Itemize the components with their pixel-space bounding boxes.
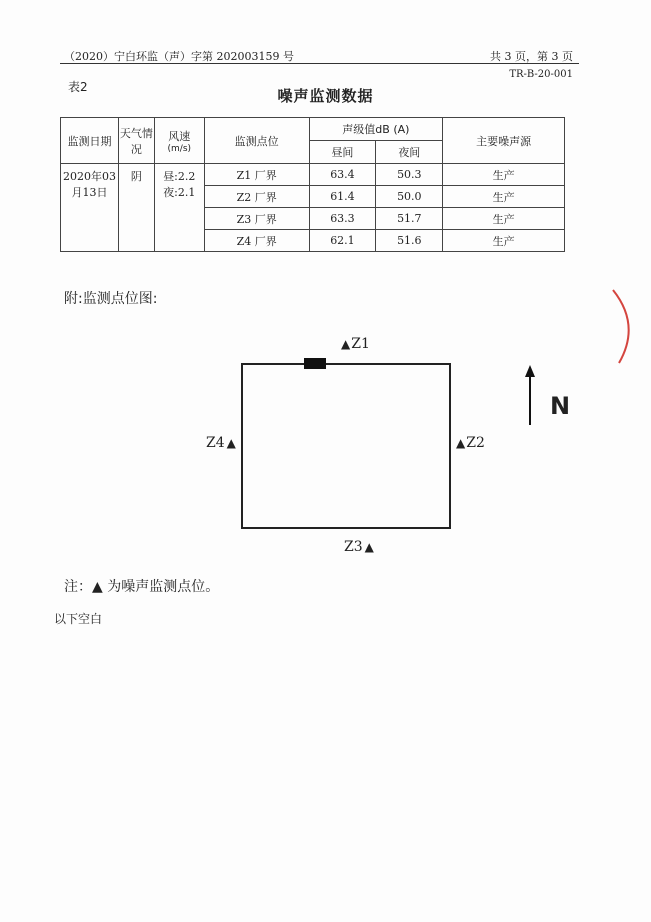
- triangle-marker-icon: ▲: [364, 540, 374, 554]
- appendix-title: 附:监测点位图:: [64, 291, 158, 307]
- wind-day: 昼:2.2: [163, 170, 196, 183]
- weather-cell: 阴: [118, 164, 154, 252]
- col-source-header: 主要噪声源: [443, 118, 565, 164]
- noise-data-table: [60, 117, 565, 252]
- table-header-row: [61, 118, 565, 141]
- day-value-cell: 63.3: [309, 208, 376, 230]
- point-z3: [344, 539, 374, 555]
- blank-below-text: 以下空白: [54, 612, 103, 626]
- col-day-header: 昼间: [309, 141, 376, 164]
- source-cell: 生产: [443, 186, 565, 208]
- point-cell: Z1 厂界: [204, 164, 309, 186]
- col-wind-header: [154, 118, 204, 164]
- day-value-cell: 62.1: [309, 230, 376, 252]
- triangle-marker-icon: ▲: [226, 436, 236, 450]
- triangle-marker-icon: ▲: [456, 436, 466, 450]
- table-row: [61, 164, 565, 186]
- point-z4-label: Z4: [206, 435, 225, 451]
- point-z4: [206, 435, 236, 451]
- wind-night: 夜:2.1: [163, 186, 196, 199]
- point-z2-label: Z2: [466, 435, 485, 451]
- col-night-header: 夜间: [376, 141, 443, 164]
- doc-number: （2020）宁白环监（声）字第 202003159 号: [64, 50, 294, 63]
- point-z1: [341, 336, 370, 352]
- header-rule: [60, 63, 579, 64]
- date-cell: 2020年03月13日: [61, 164, 119, 252]
- point-z3-label: Z3: [344, 539, 363, 555]
- night-value-cell: 51.6: [376, 230, 443, 252]
- point-cell: Z2 厂界: [204, 186, 309, 208]
- col-wind-label: 风速: [168, 129, 191, 143]
- source-cell: 生产: [443, 164, 565, 186]
- triangle-marker-icon: ▲: [341, 337, 351, 351]
- table-label: 表2: [68, 80, 88, 94]
- col-level-header: 声级值dB (A): [309, 118, 443, 141]
- point-cell: Z3 厂界: [204, 208, 309, 230]
- point-cell: Z4 厂界: [204, 230, 309, 252]
- legend-note: 注：▲ 为噪声监测点位。: [64, 579, 220, 595]
- factory-gate: [304, 358, 326, 369]
- north-label: N: [550, 392, 571, 420]
- point-z2: [456, 435, 485, 451]
- page-title: 噪声监测数据: [277, 87, 374, 105]
- day-value-cell: 63.4: [309, 164, 376, 186]
- night-value-cell: 50.0: [376, 186, 443, 208]
- col-wind-unit: (m/s): [167, 143, 192, 154]
- col-date-header: 监测日期: [61, 118, 119, 164]
- night-value-cell: 51.7: [376, 208, 443, 230]
- source-cell: 生产: [443, 208, 565, 230]
- wind-cell: [154, 164, 204, 252]
- page-info: 共 3 页，第 3 页: [490, 50, 573, 63]
- day-value-cell: 61.4: [309, 186, 376, 208]
- col-point-header: 监测点位: [204, 118, 309, 164]
- factory-boundary: [241, 363, 451, 529]
- point-z1-label: Z1: [351, 336, 370, 352]
- source-cell: 生产: [443, 230, 565, 252]
- seal-stamp-edge: [611, 285, 651, 365]
- col-weather-header: 天气情况: [118, 118, 154, 164]
- form-code: TR-B-20-001: [509, 69, 573, 80]
- night-value-cell: 50.3: [376, 164, 443, 186]
